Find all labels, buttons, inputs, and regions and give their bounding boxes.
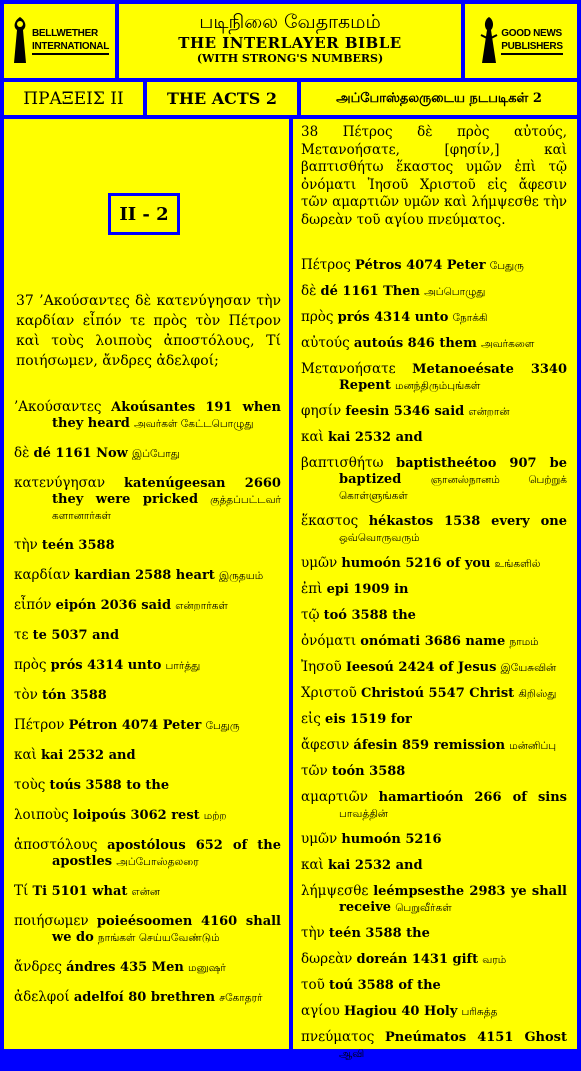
- greek-word: τὸν: [14, 687, 38, 703]
- greek-word: υμῶν: [301, 831, 338, 847]
- greek-word: πνεύματος: [301, 1029, 375, 1045]
- greek-word: ’Ακούσαντες: [14, 399, 102, 415]
- greek-word: Χριστοῦ: [301, 685, 357, 701]
- greek-word: ἐπὶ: [301, 581, 323, 597]
- chapter-label-text: II - 2: [119, 203, 169, 225]
- greek-book-header: [4, 82, 143, 115]
- greek-word: καὶ: [14, 747, 37, 763]
- english-book-title: THE ACTS 2: [166, 89, 278, 108]
- word-entry: [301, 1029, 567, 1062]
- transliteration-gloss: poieésoomen 4160 shall we do: [52, 914, 281, 945]
- greek-word: αμαρτιῶν: [301, 789, 368, 805]
- tamil-gloss: குத்தப்பட்டவர் களானார்கள்: [52, 494, 281, 522]
- chapter-label: [108, 193, 180, 235]
- tamil-gloss: ஒவ்வொருவரும்: [339, 532, 420, 544]
- word-entry: [301, 633, 567, 650]
- tamil-gloss: நோக்கி: [452, 312, 488, 324]
- left-column: [4, 119, 289, 1049]
- left-logo-text: [32, 27, 109, 55]
- transliteration-gloss: epi 1909 in: [326, 582, 409, 597]
- greek-word: πρὸς: [301, 309, 334, 325]
- transliteration-gloss: Ti 5101 what: [32, 884, 128, 899]
- transliteration-gloss: toón 3588: [331, 764, 406, 779]
- verse-38-text: 38 Πέτρος δὲ πρὸς αὐτούς, Μετανοήσατε, [φησίν,] καὶ βαπτισθήτω ἕκαστος υμῶν ἐπὶ τῷ ὀνόματι Ἰησοῦ Χριστοῦ εἰς ἄφεσιν τῶν αμαρτιῶν υμῶν καὶ λήμψεσθε τὴν δωρεὰν τοῦ αγίου πνεύματος.: [301, 124, 567, 228]
- transliteration-gloss: toús 3588 to the: [49, 778, 170, 793]
- transliteration-gloss: katenúgeesan 2660 they were pricked: [52, 476, 281, 507]
- transliteration-gloss: doreán 1431 gift: [356, 952, 479, 967]
- transliteration-gloss: Pneúmatos 4151 Ghost: [385, 1030, 568, 1045]
- greek-word: Μετανοήσατε: [301, 361, 396, 377]
- greek-word: φησίν: [301, 403, 342, 419]
- transliteration-gloss: te 5037 and: [32, 628, 120, 643]
- word-entry: [14, 989, 281, 1006]
- greek-word: τῶν: [301, 763, 328, 779]
- transliteration-gloss: toó 3588 the: [323, 608, 416, 623]
- title-subtitle: (WITH STRONG'S NUMBERS): [196, 52, 384, 65]
- tamil-gloss: இருதயம்: [218, 570, 264, 582]
- greek-word: υμῶν: [301, 555, 338, 571]
- greek-word: τε: [14, 627, 29, 643]
- greek-word: δωρεὰν: [301, 951, 353, 967]
- tamil-gloss: ஞானஸ்நானம் பெற்றுக் கொள்ளுங்கள்: [339, 474, 567, 502]
- word-entry: [14, 883, 281, 900]
- word-entry: [301, 831, 567, 848]
- greek-word: τοὺς: [14, 777, 46, 793]
- transliteration-gloss: tón 3588: [41, 688, 107, 703]
- left-logo-line2: INTERNATIONAL: [31, 41, 110, 52]
- transliteration-gloss: hamartioón 266 of sins: [378, 790, 567, 805]
- word-entry: [301, 763, 567, 780]
- word-entry: [14, 597, 281, 614]
- transliteration-gloss: humoón 5216 of you: [341, 556, 491, 571]
- greek-word: τοῦ: [301, 977, 325, 993]
- tamil-title: படிநிலை வேதாகமம்: [199, 11, 381, 33]
- word-entry: [14, 687, 281, 704]
- tamil-gloss: பேதுரு: [489, 260, 524, 272]
- transliteration-gloss: Ieesoú 2424 of Jesus: [345, 660, 497, 675]
- tamil-gloss: அவர்கள் கேட்டபொழுது: [134, 418, 254, 430]
- transliteration-gloss: áfesin 859 remission: [353, 738, 506, 753]
- tamil-gloss: என்ன: [131, 886, 161, 898]
- greek-word: Πέτρον: [14, 717, 65, 733]
- transliteration-gloss: teén 3588: [41, 538, 115, 553]
- tamil-gloss: என்றார்கள்: [175, 600, 228, 612]
- tamil-gloss: நாங்கள் செய்யவேண்டும்: [97, 932, 220, 944]
- transliteration-gloss: apostólous 652 of the apostles: [52, 838, 281, 869]
- word-entry: [301, 607, 567, 624]
- transliteration-gloss: eis 1519 for: [325, 712, 412, 727]
- word-entry: [301, 309, 567, 326]
- greek-word: πρὸς: [14, 657, 47, 673]
- tamil-gloss: அப்போஸ்தலரை: [116, 856, 199, 868]
- tamil-gloss: பேதுரு: [205, 720, 240, 732]
- transliteration-gloss: autoús 846 them: [353, 336, 477, 351]
- word-entry: [301, 513, 567, 546]
- tamil-gloss: பெறுவீர்கள்: [395, 902, 452, 914]
- transliteration-gloss: prós 4314 unto: [337, 310, 449, 325]
- transliteration-gloss: kai 2532 and: [328, 858, 423, 873]
- word-entry: [14, 657, 281, 674]
- tamil-gloss: என்றான்: [468, 406, 510, 418]
- transliteration-gloss: feesin 5346 said: [345, 404, 465, 419]
- word-entry: [301, 711, 567, 728]
- word-entry: [14, 807, 281, 824]
- greek-word: δὲ: [14, 445, 30, 461]
- word-entry: [14, 777, 281, 794]
- greek-word: καρδίαν: [14, 567, 71, 583]
- transliteration-gloss: hékastos 1538 every one: [368, 514, 567, 529]
- transliteration-gloss: kai 2532 and: [41, 748, 136, 763]
- greek-word: τῷ: [301, 607, 320, 623]
- word-entry: [301, 257, 567, 274]
- greek-word: Τί: [14, 883, 29, 899]
- right-logo-line1: GOOD NEWS: [501, 28, 562, 39]
- transliteration-gloss: kardian 2588 heart: [74, 568, 215, 583]
- greek-word: αγίου: [301, 1003, 340, 1019]
- tamil-gloss: மனந்திரும்புங்கள்: [395, 380, 481, 392]
- word-entry: [301, 429, 567, 446]
- word-entry: [301, 361, 567, 394]
- verse-37-text: 37 ’Ακούσαντες δὲ κατενύγησαν τὴν καρδίαν εἶπόν τε πρὸς τὸν Πέτρον καὶ τοὺς λοιποὺς ἀποστόλους, Τί ποιήσωμεν, ἄνδρες ἀδελφοί;: [16, 293, 281, 369]
- transliteration-gloss: prós 4314 unto: [50, 658, 162, 673]
- transliteration-gloss: Hagiou 40 Holy: [343, 1004, 458, 1019]
- greek-word: ἄνδρες: [14, 959, 62, 975]
- transliteration-gloss: ándres 435 Men: [66, 960, 184, 975]
- transliteration-gloss: Akoúsantes 191 when they heard: [52, 400, 281, 431]
- transliteration-gloss: Pétros 4074 Peter: [355, 258, 486, 273]
- greek-word: Ἰησοῦ: [301, 659, 342, 675]
- greek-word: ἀδελφοί: [14, 989, 70, 1005]
- tamil-gloss: பரிசுத்த: [461, 1006, 498, 1018]
- messenger-emblem-icon: [479, 15, 499, 67]
- word-entry: [14, 399, 281, 432]
- word-entry: [301, 925, 567, 942]
- left-word-list: [14, 399, 281, 1019]
- word-entry: [14, 627, 281, 644]
- tamil-gloss: மனுஷர்: [187, 962, 226, 974]
- word-entry: [301, 951, 567, 968]
- tamil-gloss: நாமம்: [509, 636, 539, 648]
- word-entry: [301, 737, 567, 754]
- word-entry: [14, 567, 281, 584]
- title-block: [119, 4, 461, 78]
- tamil-gloss: ஆவி: [339, 1048, 365, 1060]
- tamil-book-header: [301, 82, 577, 115]
- greek-word: λήμψεσθε: [301, 883, 369, 899]
- greek-word: ἄφεσιν: [301, 737, 350, 753]
- word-entry: [301, 283, 567, 300]
- tamil-gloss: சகோதரர்: [219, 992, 263, 1004]
- word-entry: [301, 883, 567, 916]
- word-entry: [301, 335, 567, 352]
- tamil-gloss: பாவத்தின்: [339, 808, 388, 820]
- word-entry: [301, 857, 567, 874]
- right-word-list: [301, 257, 567, 1071]
- word-entry: [301, 659, 567, 676]
- word-entry: [301, 685, 567, 702]
- word-entry: [301, 1003, 567, 1020]
- transliteration-gloss: baptistheétoo 907 be baptized: [339, 456, 567, 487]
- word-entry: [301, 789, 567, 822]
- transliteration-gloss: loipoús 3062 rest: [72, 808, 200, 823]
- word-entry: [301, 555, 567, 572]
- transliteration-gloss: humoón 5216: [341, 832, 442, 847]
- left-logo-line1: BELLWETHER: [31, 28, 98, 39]
- transliteration-gloss: teén 3588 the: [328, 926, 430, 941]
- tamil-gloss: மன்னிப்பு: [509, 740, 557, 752]
- greek-word: εἰς: [301, 711, 321, 727]
- ram-emblem-icon: [10, 15, 30, 67]
- greek-word: βαπτισθήτω: [301, 455, 384, 471]
- transliteration-gloss: eipón 2036 said: [55, 598, 172, 613]
- greek-word: ἕκαστος: [301, 513, 359, 529]
- tamil-gloss: பார்த்து: [165, 660, 201, 672]
- greek-word: λοιποὺς: [14, 807, 69, 823]
- transliteration-gloss: Pétron 4074 Peter: [68, 718, 202, 733]
- word-entry: [14, 837, 281, 870]
- word-entry: [14, 913, 281, 946]
- word-entry: [14, 747, 281, 764]
- left-logo: [4, 4, 115, 78]
- tamil-gloss: உங்களில்: [494, 558, 541, 570]
- transliteration-gloss: leémpsesthe 2983 ye shall receive: [339, 884, 567, 915]
- tamil-gloss: அவர்களை: [480, 338, 535, 350]
- word-entry: [14, 959, 281, 976]
- word-entry: [14, 717, 281, 734]
- right-logo-text: [501, 27, 562, 55]
- tamil-gloss: கிறிஸ்து: [518, 688, 557, 700]
- tamil-gloss: அப்பொழுது: [424, 286, 486, 298]
- word-entry: [14, 537, 281, 554]
- greek-word: τὴν: [301, 925, 325, 941]
- right-logo-line2: PUBLISHERS: [501, 41, 563, 52]
- greek-word: καὶ: [301, 429, 324, 445]
- word-entry: [301, 977, 567, 994]
- right-column: [293, 119, 577, 1060]
- english-title: THE INTERLAYER BIBLE: [178, 34, 402, 52]
- tamil-gloss: இயேசுவின்: [500, 662, 557, 674]
- transliteration-gloss: adelfoí 80 brethren: [73, 990, 216, 1005]
- greek-word: κατενύγησαν: [14, 475, 106, 491]
- word-entry: [14, 475, 281, 524]
- transliteration-gloss: toú 3588 of the: [328, 978, 441, 993]
- greek-word: ἀποστόλους: [14, 837, 98, 853]
- greek-word: ὀνόματι: [301, 633, 357, 649]
- tamil-gloss: இப்போது: [132, 448, 180, 460]
- right-logo: [465, 4, 577, 78]
- greek-word: αὐτούς: [301, 335, 350, 351]
- word-entry: [301, 455, 567, 504]
- greek-book-title: ΠΡΑΞΕΙΣ ΙΙ: [23, 88, 124, 109]
- greek-word: εἶπόν: [14, 597, 52, 613]
- transliteration-gloss: kai 2532 and: [328, 430, 423, 445]
- english-book-header: [147, 82, 297, 115]
- greek-word: ποιήσωμεν: [14, 913, 89, 929]
- greek-word: Πέτρος: [301, 257, 351, 273]
- tamil-book-title: அப்போஸ்தலருடைய நடபடிகள் 2: [336, 90, 542, 106]
- transliteration-gloss: Metanoeésate 3340 Repent: [339, 362, 567, 393]
- transliteration-gloss: Christoú 5547 Christ: [361, 686, 515, 701]
- word-entry: [301, 581, 567, 598]
- tamil-gloss: மற்ற: [203, 810, 227, 822]
- transliteration-gloss: onómati 3686 name: [360, 634, 506, 649]
- word-entry: [14, 445, 281, 462]
- tamil-gloss: வரம்: [482, 954, 507, 966]
- word-entry: [301, 403, 567, 420]
- transliteration-gloss: dé 1161 Then: [320, 284, 420, 299]
- greek-word: καὶ: [301, 857, 324, 873]
- greek-word: τὴν: [14, 537, 38, 553]
- transliteration-gloss: dé 1161 Now: [33, 446, 128, 461]
- greek-word: δὲ: [301, 283, 317, 299]
